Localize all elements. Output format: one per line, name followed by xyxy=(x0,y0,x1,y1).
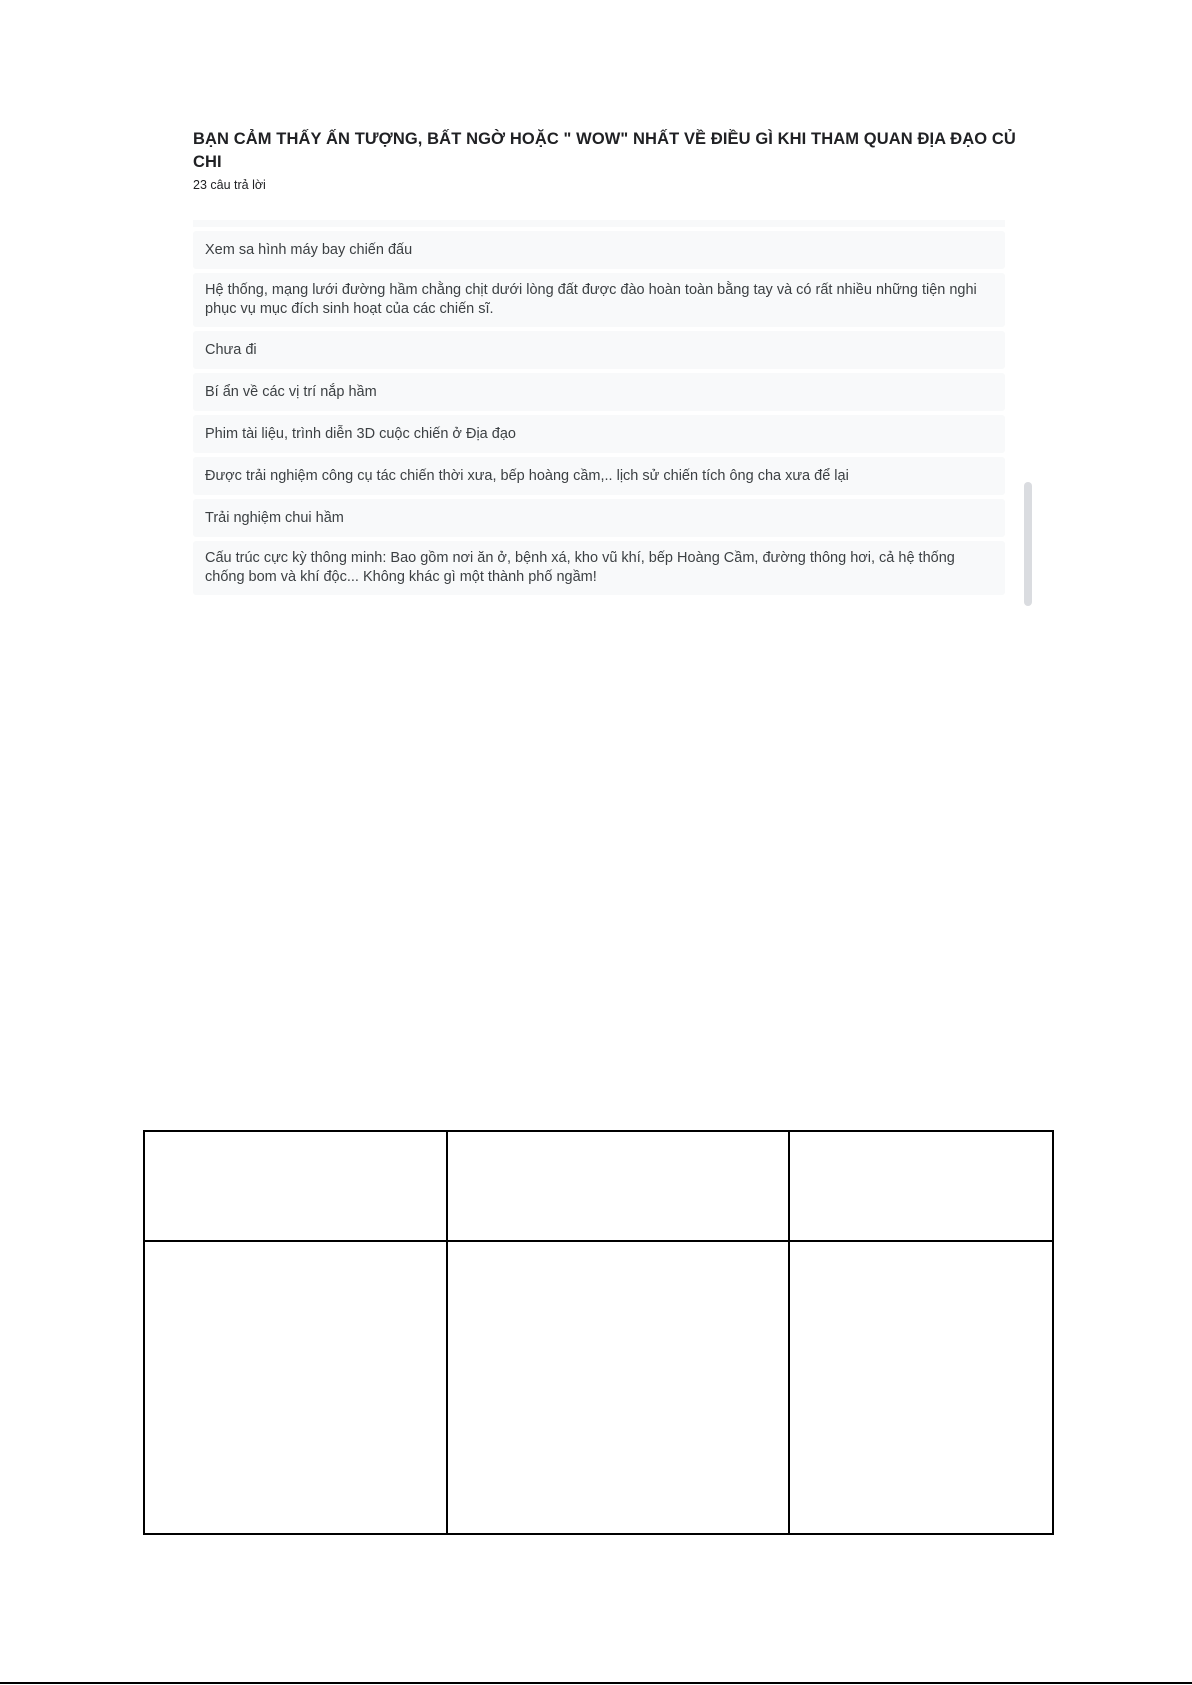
table-row xyxy=(144,1131,1053,1241)
table-cell xyxy=(144,1241,447,1534)
answer-item: Phim tài liệu, trình diễn 3D cuộc chiến ở Địa đạo xyxy=(193,415,1005,453)
answer-item: Chưa đi xyxy=(193,331,1005,369)
scrollbar-thumb[interactable] xyxy=(1024,482,1032,606)
table-cell xyxy=(447,1131,790,1241)
table-cell xyxy=(447,1241,790,1534)
empty-table xyxy=(143,1130,1054,1535)
answer-item: Hệ thống, mạng lưới đường hầm chằng chịt dưới lòng đất được đào hoàn toàn bằng tay và có rất nhiều những tiện nghi phục vụ mục đích sinh hoạt của các chiến sĩ. xyxy=(193,273,1005,327)
answer-item-partial xyxy=(193,220,1005,227)
response-count: 23 câu trả lời xyxy=(193,178,266,192)
answer-item: Xem sa hình máy bay chiến đấu xyxy=(193,231,1005,269)
answer-item: Trải nghiệm chui hầm xyxy=(193,499,1005,537)
answer-item: Bí ẩn về các vị trí nắp hầm xyxy=(193,373,1005,411)
answer-item: Được trải nghiệm công cụ tác chiến thời xưa, bếp hoàng cầm,.. lịch sử chiến tích ông cha xưa để lại xyxy=(193,457,1005,495)
table-row xyxy=(144,1241,1053,1534)
answers-scrollbar[interactable] xyxy=(1024,220,1032,600)
table-cell xyxy=(144,1131,447,1241)
table-cell xyxy=(789,1131,1053,1241)
question-title: BẠN CẢM THẤY ẤN TƯỢNG, BẤT NGỜ HOẶC " WOW" NHẤT VỀ ĐIỀU GÌ KHI THAM QUAN ĐỊA ĐẠO CỦ CHI xyxy=(193,130,1016,171)
page-bottom-rule xyxy=(0,1682,1192,1684)
survey-question-card xyxy=(193,128,1023,585)
table-cell xyxy=(789,1241,1053,1534)
answers-list[interactable] xyxy=(193,220,1005,600)
answer-item: Cấu trúc cực kỳ thông minh: Bao gồm nơi ăn ở, bệnh xá, kho vũ khí, bếp Hoàng Cầm, đường thông hơi, cả hệ thống chống bom và khí độc... Không khác gì một thành phố ngầm! xyxy=(193,541,1005,595)
